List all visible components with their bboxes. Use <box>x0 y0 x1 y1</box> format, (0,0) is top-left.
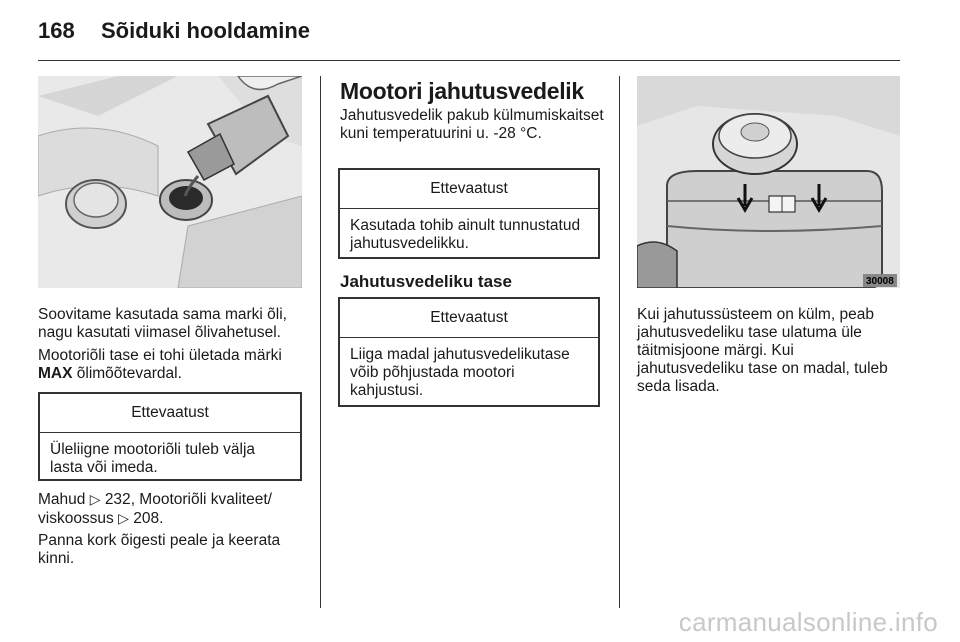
page-title: Sõiduki hooldamine <box>101 18 311 43</box>
paragraph-coolant-level: Kui jahutussüsteem on külm, peab jahutusvedeliku tase ulatuma üle täitmisjoone märgi. Kui jahutusvedeliku tase on madal, tuleb seda lisada. <box>637 306 888 395</box>
warning-box-oil <box>38 392 302 481</box>
paragraph-references <box>38 490 308 528</box>
coolant-reservoir-figure <box>637 76 900 288</box>
warning-heading: Ettevaatust <box>340 170 598 209</box>
column-divider-1 <box>320 76 321 608</box>
oil-level-note <box>38 347 308 383</box>
cap-instruction <box>38 532 308 568</box>
page-reference-icon: ▷ <box>118 510 129 526</box>
page-reference-icon: ▷ <box>89 491 101 507</box>
figure-code: 30008 <box>866 276 894 287</box>
paragraph-cap: Panna kork õigesti peale ja keerata kinni. <box>38 532 281 567</box>
warning-box-coolant-level <box>338 297 600 407</box>
column-divider-2 <box>619 76 620 608</box>
warning-text: Kasutada tohib ainult tunnustatud jahutusvedelikku. <box>350 217 581 252</box>
warning-box-coolant-type <box>338 168 600 259</box>
coolant-level-instruction <box>637 306 902 396</box>
page-reference-208[interactable]: 208. <box>133 510 164 527</box>
oil-filling-figure <box>38 76 302 288</box>
warning-heading: Ettevaatust <box>340 299 598 338</box>
coolant-intro <box>340 107 605 143</box>
page-reference-232[interactable]: 232 <box>104 491 131 508</box>
paragraph-coolant-intro: Jahutusvedelik pakub külmumiskaitset kuni temperatuurini u. -28 °C. <box>340 107 604 142</box>
warning-heading: Ettevaatust <box>40 394 300 433</box>
subsection-title-coolant-level: Jahutusvedeliku tase <box>340 272 512 291</box>
section-title-coolant: Mootori jahutusvedelik <box>340 78 584 104</box>
page-number: 168 <box>38 18 75 43</box>
oil-max-rest: õlimõõtevardal. <box>76 365 182 382</box>
watermark: carmanualsonline.info <box>678 607 938 637</box>
warning-text: Liiga madal jahutusvedelikutase võib põhjustada mootori kahjustusi. <box>350 346 570 399</box>
header-rule <box>38 60 900 61</box>
oil-max-text: Mootoriõli tase ei tohi ületada märki <box>38 347 282 364</box>
ref-text-oil-quality: , Mootoriõli kvaliteet/ viskoossus <box>38 491 272 527</box>
paragraph-oil-brand: Soovitame kasutada sama marki õli, nagu kasutati viimasel õlivahetusel. <box>38 306 287 341</box>
max-mark: MAX <box>38 365 73 382</box>
warning-text: Üleliigne mootoriõli tuleb välja lasta või imeda. <box>50 441 256 476</box>
capacity-references <box>38 490 308 528</box>
oil-brand-recommendation <box>38 306 308 342</box>
paragraph-oil-max <box>38 347 308 383</box>
ref-text-capacities: Mahud <box>38 491 86 508</box>
